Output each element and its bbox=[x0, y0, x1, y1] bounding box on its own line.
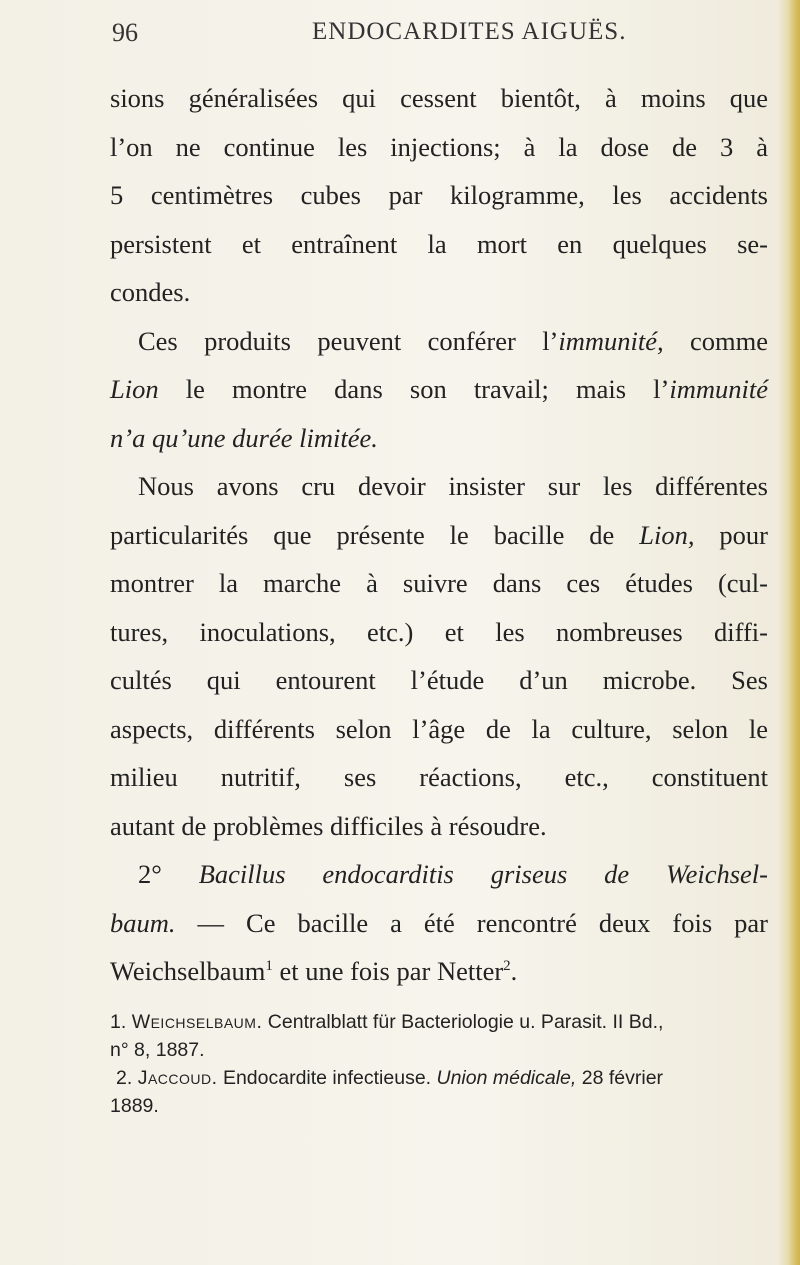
text-run: 2° bbox=[138, 859, 199, 889]
text-run: . bbox=[510, 956, 518, 986]
text-line: aspects, différents selon l’âge de la culture, selon le bbox=[110, 713, 768, 744]
text-run: Ces produits peuvent conférer l’ bbox=[138, 325, 559, 356]
text-run: particularités que présente le bacille de bbox=[110, 519, 640, 550]
text-run: le montre dans son travail; mais l’ bbox=[158, 374, 670, 404]
page-header bbox=[112, 18, 752, 58]
footnote-text: Centralblatt für Bacteriologie u. Parasit. II Bd., bbox=[262, 1011, 664, 1033]
text-line: montrer la marche à suivre dans ces études (cul- bbox=[110, 568, 768, 598]
italic-run: immunité bbox=[669, 374, 768, 404]
footnotes bbox=[110, 1008, 768, 1120]
text-line: persistent et entraînent la mort en quelques se- bbox=[110, 228, 768, 259]
text-line bbox=[110, 317, 768, 366]
text-line: l’on ne continue les injections; à la dose de 3 à bbox=[110, 131, 768, 162]
paragraph-2 bbox=[110, 317, 768, 463]
footnote-text: 1889. bbox=[110, 1095, 159, 1117]
page-number: 96 bbox=[112, 18, 138, 47]
italic-run: Lion bbox=[110, 374, 159, 404]
text-line: sions généralisées qui cessent bientôt, à moins que bbox=[110, 83, 768, 113]
text-line bbox=[110, 850, 768, 899]
text-run: Weichselbaum bbox=[110, 956, 266, 986]
text-line bbox=[110, 899, 768, 948]
text-run: et une fois par Netter bbox=[272, 956, 504, 986]
main-text bbox=[110, 74, 768, 996]
text-run: comme bbox=[663, 325, 768, 356]
footnote-1 bbox=[110, 1008, 768, 1064]
paragraph-3 bbox=[110, 462, 768, 850]
text-line bbox=[110, 365, 768, 414]
footnote-text: Endocardite infectieuse. bbox=[217, 1067, 437, 1089]
text-line: autant de problèmes difficiles à résoudre. bbox=[110, 810, 547, 841]
paragraph-4 bbox=[110, 850, 768, 996]
paragraph-1 bbox=[110, 74, 768, 317]
footnote-author: Weichselbaum. bbox=[131, 1011, 263, 1033]
italic-run: immunité, bbox=[558, 325, 664, 356]
footnote-text: 28 février bbox=[576, 1067, 664, 1089]
text-line bbox=[110, 414, 768, 463]
text-line: Nous avons cru devoir insister sur les différentes bbox=[138, 471, 768, 501]
footnote-author: Jaccoud. bbox=[137, 1067, 218, 1089]
text-line: condes. bbox=[110, 277, 191, 307]
italic-run: baum. bbox=[110, 907, 176, 938]
text-line: milieu nutritif, ses réactions, etc., constituent bbox=[110, 762, 768, 792]
footnote-journal: Union médicale, bbox=[436, 1067, 577, 1089]
text-line: cultés qui entourent l’étude d’un microbe. Ses bbox=[110, 665, 768, 695]
footnote-ref: 1 bbox=[265, 958, 273, 975]
text-line bbox=[110, 511, 768, 560]
text-line: 5 centimètres cubes par kilogramme, les accidents bbox=[110, 180, 768, 210]
text-line bbox=[110, 947, 768, 996]
italic-run: n’a qu’une durée limitée. bbox=[110, 422, 378, 453]
footnote-ref: 2 bbox=[503, 958, 511, 975]
italic-run: Bacillus endocarditis griseus de Weichsel- bbox=[198, 859, 768, 889]
footnote-2 bbox=[110, 1064, 768, 1120]
running-title: ENDOCARDITES AIGUËS. bbox=[312, 18, 627, 45]
text-line: tures, inoculations, etc.) et les nombreuses diffi- bbox=[110, 616, 768, 647]
text-run: pour bbox=[694, 519, 768, 550]
page-edge bbox=[778, 0, 800, 1265]
text-run: — Ce bacille a été rencontré deux fois par bbox=[175, 907, 768, 938]
footnote-number: 2. bbox=[116, 1067, 138, 1089]
italic-run: Lion, bbox=[639, 519, 695, 550]
footnote-text: n° 8, 1887. bbox=[110, 1039, 205, 1061]
footnote-number: 1. bbox=[110, 1011, 132, 1033]
